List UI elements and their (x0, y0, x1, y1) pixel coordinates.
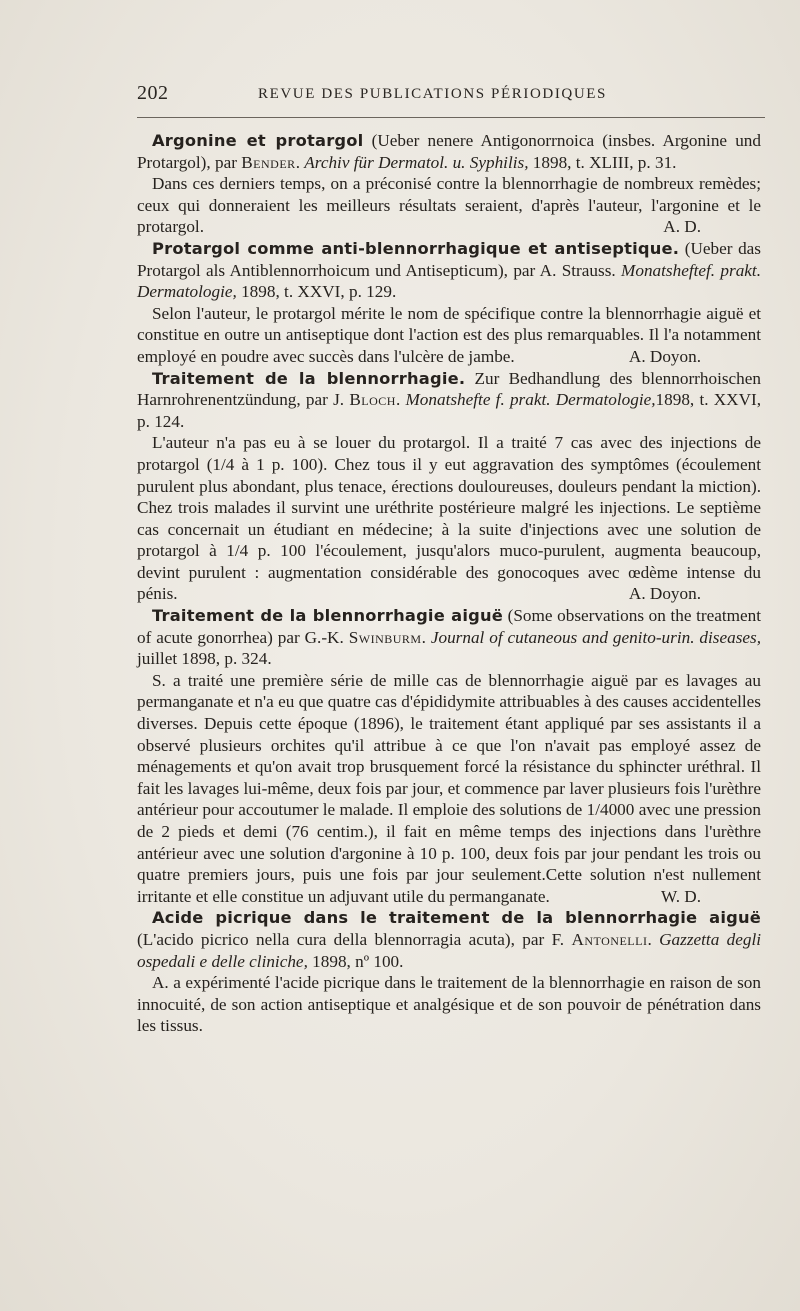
citation-text: (L'acido picrico nella cura della blennorragia acuta), par F. (137, 929, 572, 949)
signature: A. D. (663, 217, 701, 237)
entry-title: Traitement de la blennorrhagie aiguë (152, 606, 504, 626)
article-body (137, 130, 761, 1037)
citation-text: juillet 1898, p. 324. (137, 649, 272, 669)
entry-title: Argonine et protargol (152, 131, 364, 150)
summary-text: L'auteur n'a pas eu à se louer du protargol. Il a traité 7 cas avec des injections de protargol (1/4 à 1 p. 100). Chez tous il y eut aggravation des symptômes (écoulement purulent plus abondant, plus tenace, érections douloureuses, douleurs pendant la miction). Chez trois malades il survint une uréthrite postérieure malgré les injections. Le septième cas concernait un étudiant en médecine; à la suite d'injections avec une solution de protargol à 1/4 p. 100 l'écoulement, jusqu'alors muco-purulent, augmenta beaucoup, devint purulent : augmentation considérable des gonocoques avec œdème intense du pénis. (137, 433, 761, 604)
entry-citation (137, 130, 761, 173)
citation-text: 1898, t. XXVI, p. 129. (236, 282, 397, 302)
entry-citation (137, 907, 761, 972)
page-header (137, 82, 777, 112)
entry-citation (137, 368, 761, 433)
journal-name: Journal of cutaneous and genito-urin. diseases, (430, 627, 762, 647)
summary-text: A. a expérimenté l'acide picrique dans le traitement de la blennorrhagie en raison de son innocuité, de son action antiseptique et analgésique et de son pouvoir de pénétration dans les tissus. (137, 973, 761, 1036)
summary-text: Selon l'auteur, le protargol mérite le nom de spécifique contre la blennorrhagie aiguë et constitue en outre un antiseptique dont l'action est des plus remarquables. Il l'a notamment employé en poudre avec succès dans l'ulcère de jambe. (137, 303, 761, 366)
journal-name: Gazzetta degli ospedali e delle cliniche, (137, 929, 762, 971)
citation-text: (Ueber das Protargol als Antiblennorrhoicum und Antisepticum), par A. Strauss. (137, 238, 761, 280)
entry-summary (137, 173, 761, 238)
citation-text: 1898, t. XXVI, p. 124. (137, 390, 761, 431)
citation-text: (Ueber nenere Antigonorrnoica (insbes. Argonine und Protargol), par (137, 131, 761, 172)
author-name: Swinburm (348, 627, 422, 647)
entry-citation (137, 605, 761, 670)
page-number: 202 (137, 82, 169, 104)
entry-summary (137, 972, 761, 1037)
entry-title: Traitement de la blennorrhagie. (152, 368, 466, 388)
citation-text: Zur Bedhandlung des blennorrhoischen Harnrohrenentzündung, par J. (137, 368, 761, 410)
citation-text: 1898, nº 100. (307, 951, 404, 971)
citation-text: . (295, 152, 305, 172)
author-name: Bender (241, 152, 296, 172)
citation-text: . (395, 390, 406, 410)
journal-name: Monatshefte f. prakt. Dermatologie, (405, 390, 656, 410)
entry-summary (137, 432, 761, 605)
summary-text: S. a traité une première série de mille cas de blennorrhagie aiguë par es lavages au permanganate et n'a eu que quatre cas d'épididymite attribuables à des causes accidentelles diverses. Depuis cette époque (1896), le traitement étant appliqué par ses assistants il a observé plusieurs orchites qu'il attribue à ce que l'on n'avait pas employé assez de ménagements et qu'on avait trop brusquement forcé la résistance du sphincter uréthral. Il fait les lavages lui-même, deux fois par jour, et commence par laver plusieurs fois l'urèthre antérieur pour accoutumer le malade. Il emploie des solutions de 1/4000 avec une pression de 2 pieds et demi (76 centim.), il fait en même temps des injections dans l'urèthre antérieur avec une solution d'argonine à 10 p. 100, deux fois par jour pendant les trois ou quatre premiers jours, puis une fois par jour seulement.Cette solution n'est nullement irritante et elle constitue un adjuvant utile du permanganate. (137, 670, 761, 906)
citation-text: . (647, 929, 660, 949)
entry-summary (137, 303, 761, 368)
entry-title: Acide picrique dans le traitement de la blennorrhagie aiguë (152, 908, 761, 928)
running-title: REVUE DES PUBLICATIONS PÉRIODIQUES (258, 86, 607, 102)
summary-text: Dans ces derniers temps, on a préconisé contre la blennorrhagie de nombreux remèdes; ceux qui donneraient les meilleurs résultats seraient, d'après l'auteur, l'argonine et le protargol. (137, 174, 761, 237)
journal-name: Monatsheftef. prakt. Dermatologie, (137, 260, 761, 302)
citation-text: 1898, t. XLIII, p. 31. (528, 152, 677, 172)
signature: W. D. (661, 886, 701, 906)
citation-text: (Some observations on the treatment of acute gonorrhea) par G.-K. (137, 606, 762, 647)
entry-citation (137, 238, 761, 303)
entry-summary (137, 670, 761, 908)
author-name: Bloch (349, 390, 396, 410)
author-name: Antonelli (571, 929, 648, 949)
header-rule (137, 117, 765, 118)
signature: A. Doyon. (628, 584, 701, 604)
signature: A. Doyon. (628, 346, 701, 366)
journal-name: Archiv für Dermatol. u. Syphilis, (304, 152, 529, 172)
citation-text: . (421, 627, 431, 647)
entry-title: Protargol comme anti-blennorrhagique et antiseptique. (152, 238, 680, 258)
